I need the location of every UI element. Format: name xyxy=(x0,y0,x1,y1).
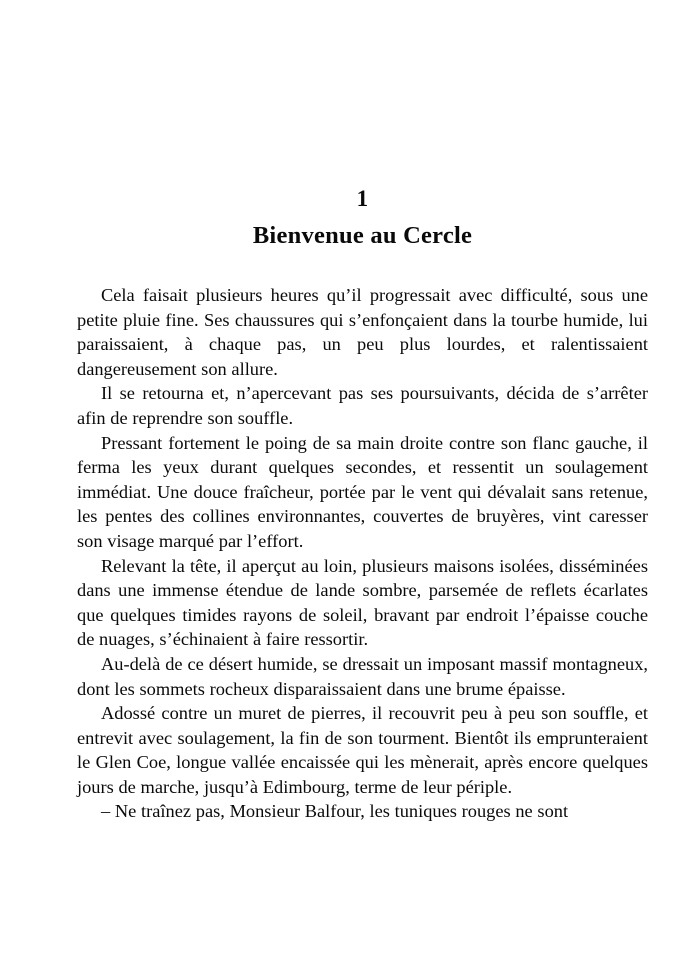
page-text-block xyxy=(77,0,648,824)
body-paragraph: Adossé contre un muret de pierres, il recouvrit peu à peu son souffle, et entrevit avec soulagement, la fin de son tourment. Bientôt ils emprunteraient le Glen Coe, longue vallée encaissée qui les mènerait, après encore quelques jours de marche, jusqu’à Edimbourg, terme de leur périple. xyxy=(77,703,648,797)
chapter-number: 1 xyxy=(356,186,369,211)
body-paragraph: Pressant fortement le poing de sa main droite contre son flanc gauche, il ferma les yeux durant quelques secondes, et ressentit un soulagement immédiat. Une douce fraîcheur, portée par le vent qui dévalait sans retenue, les pentes des collines environnantes, couvertes de bruyères, vint caresser son visage marqué par l’effort. xyxy=(77,432,648,551)
body-paragraph: Cela faisait plusieurs heures qu’il progressait avec difficulté, sous une petite pluie fine. Ses chaussures qui s’enfonçaient dans la tourbe humide, lui paraissaient, à chaque pas, un peu plus lourdes, et ralentissaient dangereusement son allure. xyxy=(77,285,648,379)
body-paragraph: Relevant la tête, il aperçut au loin, plusieurs maisons isolées, disséminées dans une immense étendue de lande sombre, parsemée de reflets écarlates que quelques timides rayons de soleil, bravant par endroit l’épaisse couche de nuages, s’échinaient à faire ressortir. xyxy=(77,555,648,650)
body-paragraph: Au-delà de ce désert humide, se dressait un imposant massif montagneux, dont les sommets rocheux disparaissaient dans une brume épaisse. xyxy=(77,653,648,699)
body-paragraph: Il se retourna et, n’apercevant pas ses poursuivants, décida de s’arrêter afin de reprendre son souffle. xyxy=(77,383,648,428)
chapter-title: Bienvenue au Cercle xyxy=(252,222,473,249)
dialogue-paragraph: – Ne traînez pas, Monsieur Balfour, les tuniques rouges ne sont xyxy=(101,801,569,822)
chapter-body xyxy=(77,251,648,824)
